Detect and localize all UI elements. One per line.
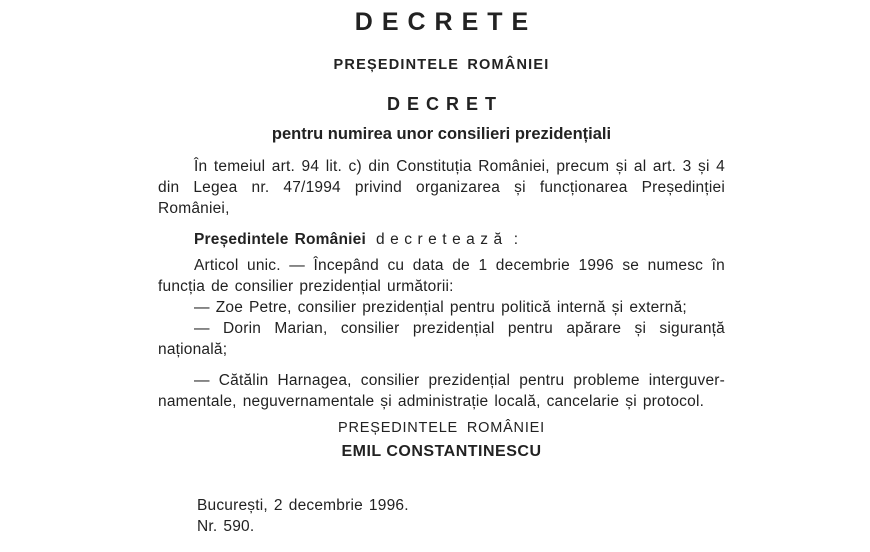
place-date-line: București, 2 decembrie 1996.	[197, 497, 409, 514]
enacting-verb: decretează	[375, 231, 508, 248]
enacting-subject: Președintele României	[194, 231, 366, 248]
appointment-item-zoe-petre: — Zoe Petre, consilier prezidențial pentru politică internă și externă;	[194, 299, 687, 316]
appointment-item-catalin-harnagea: — Cătălin Harnagea, consilier prezidențial pentru probleme interguver-namentale, neguvernamentale și administrație locală, cancelarie și protocol.	[158, 372, 725, 410]
section-title: DECRETE	[354, 8, 538, 36]
decree-subtitle: pentru numirea unor consilieri prezidențiali	[271, 125, 612, 143]
signature-title: PREȘEDINTELE ROMÂNIEI	[338, 420, 545, 436]
enacting-clause	[158, 229, 725, 250]
article-paragraph: Articol unic. — Începând cu data de 1 decembrie 1996 se numesc în funcția de consilier prezidențial următorii:	[158, 257, 725, 295]
decree-number-line: Nr. 590.	[197, 518, 255, 535]
footer-block	[197, 495, 725, 537]
signature-block	[158, 420, 725, 461]
preamble-paragraph: În temeiul art. 94 lit. c) din Constituția României, precum și al art. 3 și 4 din Legea nr. 47/1994 privind organizarea și funcționarea Președinției României,	[158, 158, 725, 217]
signature-name: EMIL CONSTANTINESCU	[341, 443, 542, 460]
enacting-colon: :	[513, 231, 519, 248]
appointment-item-dorin-marian: — Dorin Marian, consilier prezidențial pentru apărare și siguranță națională;	[158, 320, 725, 358]
doc-type-heading: DECRET	[386, 94, 503, 114]
issuer-heading: PREȘEDINTELE ROMÂNIEI	[333, 57, 550, 73]
